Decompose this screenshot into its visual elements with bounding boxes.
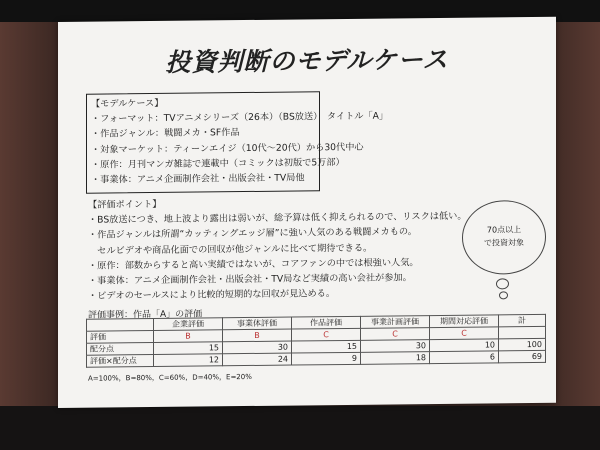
presentation-slide	[58, 17, 556, 408]
table-cell: 9	[292, 352, 361, 365]
evaluation-item: ・BS放送につき、地上波より露出は弱いが、総予算は低く抑えられるので、リスクは低い。	[88, 210, 467, 226]
table-cell: 10	[430, 339, 499, 352]
table-cell: 12	[154, 354, 223, 367]
table-header-cell: 事業体評価	[223, 317, 292, 330]
table-cell: C	[430, 327, 499, 340]
table-cell: B	[223, 329, 292, 342]
table-cell: C	[292, 328, 361, 341]
table-header-cell: 計	[499, 314, 546, 326]
stage-floor	[0, 406, 600, 450]
model-case-item: ・原作：月刊マンガ雑誌で連載中（コミックは初版で5万部）	[91, 156, 345, 171]
table-cell: 15	[154, 342, 223, 355]
table-cell: B	[154, 330, 223, 343]
model-case-item: ・事業体：アニメ企画制作会社・出版会社・TV局他	[91, 172, 305, 186]
cloud-line: で投資対象	[484, 238, 524, 248]
model-case-item: ・作品ジャンル：戦闘メカ・SF作品	[91, 127, 240, 141]
evaluation-item: ・事業体：アニメ企画制作会社・出版会社・TV局など実績の高い会社が参加。	[88, 272, 412, 287]
table-title: 評価事例：作品「A」の評価	[88, 309, 203, 321]
table-header-cell: 事業計画評価	[361, 316, 430, 329]
table-cell: 69	[499, 350, 546, 362]
table-row-label: 評価	[87, 330, 154, 343]
table-cell: 15	[292, 340, 361, 353]
table-cell: 24	[223, 353, 292, 366]
evaluation-item: ・原作：部数からすると高い実績ではないが、コアファンの中では根強い人気。	[88, 257, 419, 272]
table-row-label: 配分点	[87, 342, 154, 355]
cloud-line: 70点以上	[486, 225, 522, 235]
model-case-item: ・対象マーケット：ティーンエイジ（10代～20代）から30代中心	[91, 141, 364, 156]
evaluation-points-list	[88, 194, 467, 304]
model-case-box	[86, 91, 389, 193]
model-case-heading: 【モデルケース】	[91, 97, 164, 110]
model-case-list	[91, 94, 388, 188]
evaluation-item: セルビデオや商品化面での回収が他ジャンルに比べて期待できる。	[88, 242, 373, 257]
table-corner-cell	[87, 318, 154, 331]
table-row-label: 評価×配分点	[87, 354, 154, 367]
table-cell: 18	[361, 352, 430, 365]
evaluation-table	[86, 314, 546, 368]
table-header-cell: 作品評価	[292, 316, 361, 329]
table-cell: 6	[430, 351, 499, 364]
table-cell: 100	[499, 338, 546, 350]
thought-bubble-dot	[499, 291, 508, 299]
model-case-item: ・フォーマット：TVアニメシリーズ（26本）（BS放送） タイトル「A」	[91, 110, 389, 125]
thought-bubble-dot	[496, 278, 509, 289]
table-cell: C	[361, 328, 430, 341]
evaluation-item: ・ビデオのセールスにより比較的短期的な回収が見込める。	[88, 288, 336, 302]
table-cell	[499, 326, 546, 338]
slide-title: 投資判断のモデルケース	[165, 44, 449, 77]
cloud-text	[463, 223, 545, 250]
table-cell: 30	[223, 341, 292, 354]
grade-footnote: A=100%，B=80%，C=60%，D=40%，E=20%	[88, 372, 252, 383]
evaluation-item: ・作品ジャンルは所謂“カッティングエッジ層”に強い人気のある戦闘メカもの。	[88, 226, 417, 242]
thought-cloud	[462, 200, 546, 275]
table-header-cell: 期間対応評価	[430, 315, 499, 328]
table-header-cell: 企業評価	[154, 318, 223, 331]
table-cell: 30	[361, 340, 430, 353]
evaluation-heading: 【評価ポイント】	[88, 198, 162, 211]
